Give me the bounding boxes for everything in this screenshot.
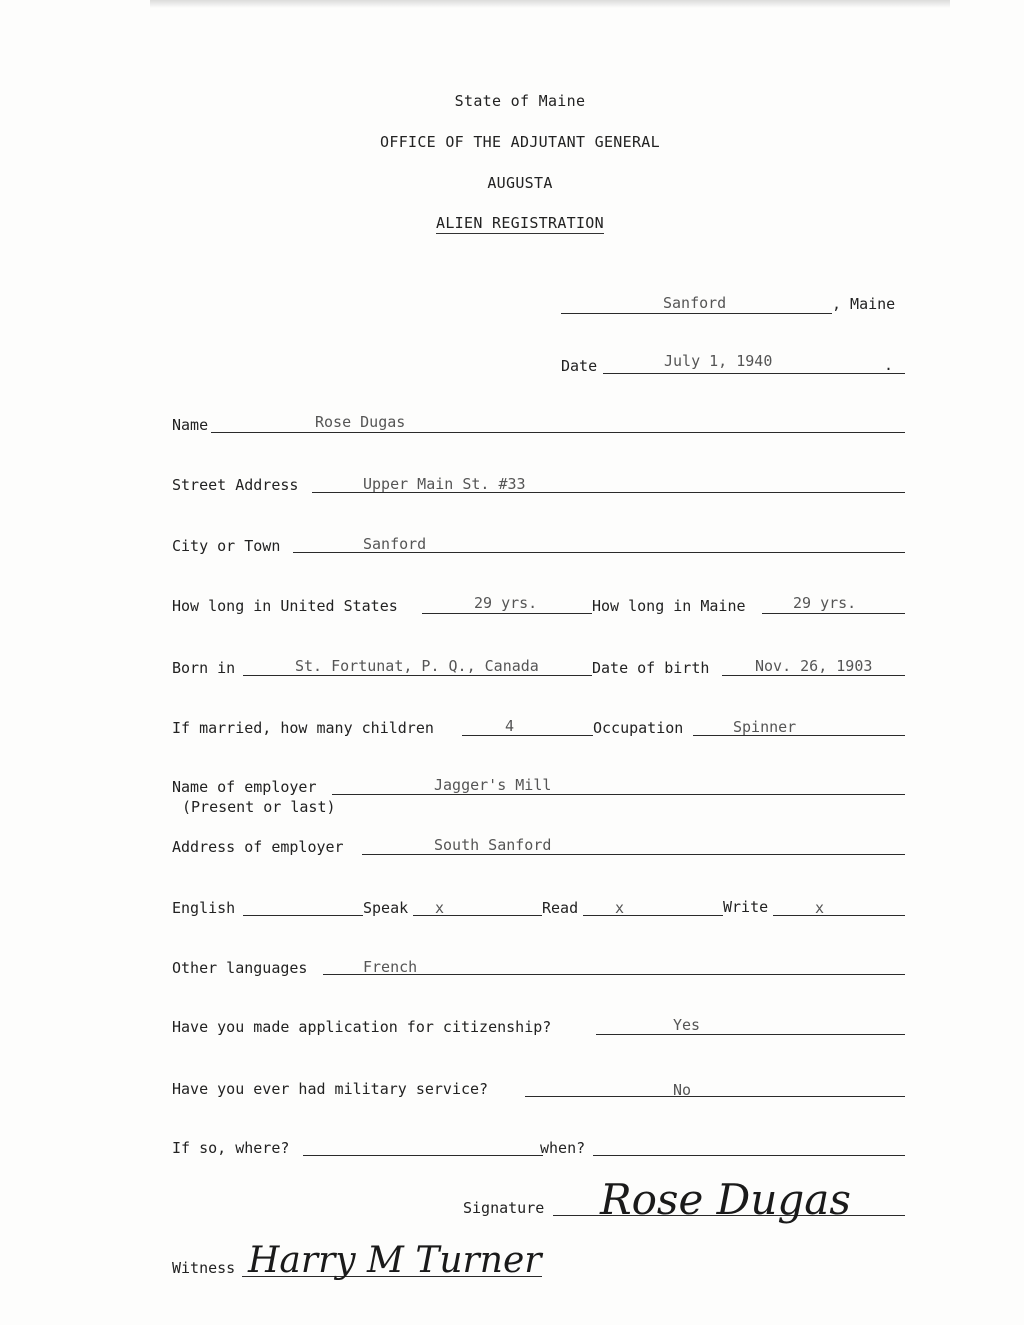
occupation-value: Spinner xyxy=(733,718,797,736)
city-label: City or Town xyxy=(172,537,281,555)
header-state: State of Maine xyxy=(454,92,586,110)
signature-handwriting xyxy=(600,1168,900,1242)
form-title-text: ALIEN REGISTRATION xyxy=(436,214,604,232)
date-value: July 1, 1940 xyxy=(664,352,773,370)
military-value: No xyxy=(673,1081,692,1099)
employer-sublabel: (Present or last) xyxy=(182,798,336,816)
born-in-value: St. Fortunat, P. Q., Canada xyxy=(295,657,539,675)
scan-edge-mark xyxy=(150,0,950,8)
signature-label: Signature xyxy=(463,1199,545,1217)
occupation-line xyxy=(693,735,905,736)
born-in-label: Born in xyxy=(172,659,236,677)
header-office: OFFICE OF THE ADJUTANT GENERAL xyxy=(380,133,660,151)
read-value: x xyxy=(615,899,625,917)
citizenship-line xyxy=(596,1034,905,1035)
when-line xyxy=(593,1155,905,1156)
when-label: when? xyxy=(540,1139,586,1157)
how-long-maine-value: 29 yrs. xyxy=(793,594,857,612)
date-of-birth-line xyxy=(722,675,905,676)
name-value: Rose Dugas xyxy=(315,413,406,431)
employer-label: Name of employer xyxy=(172,778,317,796)
military-label: Have you ever had military service? xyxy=(172,1080,489,1098)
military-line xyxy=(525,1096,905,1097)
if-so-where-label: If so, where? xyxy=(172,1139,290,1157)
children-label: If married, how many children xyxy=(172,719,434,737)
if-so-where-line xyxy=(303,1155,543,1156)
signature-text: Rose Dugas xyxy=(600,1175,851,1224)
town-line xyxy=(561,313,832,314)
date-line xyxy=(603,373,905,374)
employer-address-label: Address of employer xyxy=(172,838,344,856)
witness-label: Witness xyxy=(172,1259,236,1277)
english-line xyxy=(243,915,363,916)
city-value: Sanford xyxy=(363,535,427,553)
street-address-value: Upper Main St. #33 xyxy=(363,475,526,493)
header-city: AUGUSTA xyxy=(487,174,553,192)
how-long-maine-line xyxy=(762,613,905,614)
form-title xyxy=(0,214,1024,232)
town-value: Sanford xyxy=(663,294,727,312)
date-label: Date xyxy=(561,357,598,375)
other-languages-label: Other languages xyxy=(172,959,308,977)
children-line xyxy=(462,735,593,736)
read-line xyxy=(583,915,723,916)
how-long-maine-label: How long in Maine xyxy=(592,597,746,615)
name-line xyxy=(211,432,905,433)
write-value: x xyxy=(815,899,825,917)
date-of-birth-value: Nov. 26, 1903 xyxy=(755,657,873,675)
citizenship-label: Have you made application for citizenship? xyxy=(172,1018,552,1036)
date-of-birth-label: Date of birth xyxy=(592,659,710,677)
citizenship-value: Yes xyxy=(673,1016,701,1034)
employer-address-line xyxy=(362,854,905,855)
other-languages-value: French xyxy=(363,958,418,976)
state-suffix: , Maine xyxy=(832,295,896,313)
speak-line xyxy=(413,915,542,916)
how-long-us-label: How long in United States xyxy=(172,597,398,615)
how-long-us-line xyxy=(422,613,592,614)
employer-line xyxy=(332,794,905,795)
write-label: Write xyxy=(723,898,769,916)
name-label: Name xyxy=(172,416,209,434)
street-address-label: Street Address xyxy=(172,476,299,494)
witness-text: Harry M Turner xyxy=(248,1240,542,1281)
speak-label: Speak xyxy=(363,899,409,917)
employer-address-value: South Sanford xyxy=(434,836,552,854)
date-trail: . xyxy=(884,356,894,374)
employer-value: Jagger's Mill xyxy=(434,776,552,794)
english-label: English xyxy=(172,899,236,917)
witness-svg xyxy=(248,1232,558,1292)
how-long-us-value: 29 yrs. xyxy=(474,594,538,612)
witness-handwriting xyxy=(248,1232,558,1296)
speak-value: x xyxy=(435,899,445,917)
children-value: 4 xyxy=(505,717,515,735)
write-line xyxy=(773,915,905,916)
born-in-line xyxy=(243,675,592,676)
occupation-label: Occupation xyxy=(593,719,684,737)
read-label: Read xyxy=(542,899,579,917)
signature-svg xyxy=(600,1168,900,1238)
